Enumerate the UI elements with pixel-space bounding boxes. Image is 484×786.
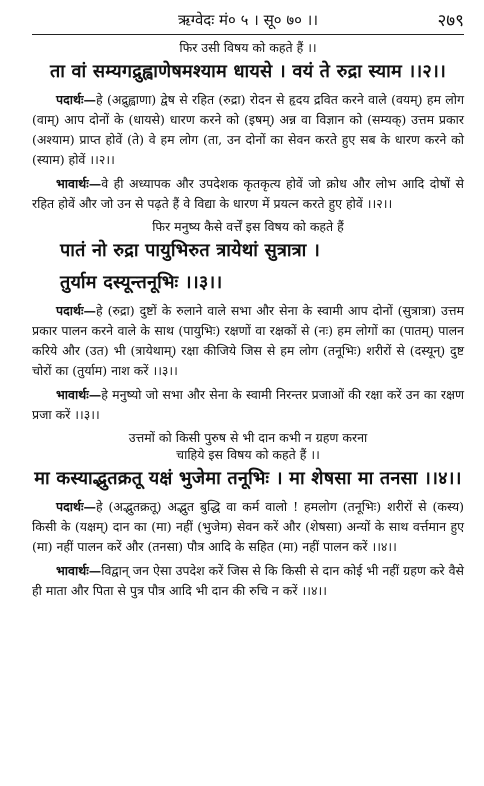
bhavartha-text: हे मनुष्यो जो सभा और सेना के स्वामी निरन्तर प्रजाओं की रक्षा करें उन का रक्षण प्रजा करें ।।३।। [32,387,464,422]
bhavartha-label: भावार्थः— [56,563,102,578]
mantra-line: ता वां सम्यगद्रुह्वाणेषमश्याम धायसे । वयं ते रुद्रा स्याम ।।२।। [49,61,447,82]
padartha-label: पदार्थः— [56,499,96,514]
padartha-paragraph [32,497,464,557]
padartha-text: हे (अद्रुह्वाणा) द्वेष से रहित (रुद्रा) रोदन से हृदय द्रवित करने वाले (वयम्) हम लोग (वाम्) आप दोनों के (धायसे) धारण करने को (इषम्) अन्न वा विज्ञान को (सम्यक्) उत्तम प्रकार (अश्याम) प्राप्त होवें (ते) वे हम लोग (ता, उन दोनों का सेवन करते हुए सब के धारण करने को (स्याम) होवें ।।२।। [32,92,464,167]
section-intro: फिर उसी विषय को कहते हैं ।। [179,40,317,55]
mantra-line: मा कस्याद्भुतक्रतू यक्षं भुजेमा तनूभिः । मा शेषसा मा तनसा ।।४।। [34,468,462,489]
running-title: ऋग्वेदः मं० ५ । सू० ७० ।। [177,11,319,29]
padartha-paragraph [32,90,464,170]
bhavartha-paragraph [32,385,464,425]
bhavartha-paragraph [32,174,464,214]
mantra-line: तुर्याम दस्यून्तनूभिः ।।३।। [60,272,223,293]
padartha-label: पदार्थः— [56,92,96,107]
header-rule [32,34,464,35]
bhavartha-label: भावार्थः— [56,176,102,191]
bhavartha-text: विद्वान् जन ऐसा उपदेश करें जिस से कि किसी से दान कोई भी नहीं ग्रहण करे वैसे ही माता और पिता से पुत्र पौत्र आदि भी दान की रुचि न करें ।।४।। [32,563,464,598]
padartha-label: पदार्थः— [56,303,96,318]
padartha-text: हे (अद्भुतक्रतू) अद्भुत बुद्धि वा कर्म वालो ! हमलोग (तनूभिः) शरीरों से (कस्य) किसी के (यक्षम्) दान का (मा) नहीं (भुजेम) सेवन करें और (शेषसा) अन्यों के साथ वर्त्तमान हुए (मा) नहीं पालन करें और (तनसा) पौत्र आदि के सहित (मा) नहीं पालन करें ।।४।। [32,499,464,554]
section-intro [32,429,464,463]
page-header [32,8,464,34]
mantra-line: पातं नो रुद्रा पायुभिरुत त्रायेथां सुत्रात्रा । [60,240,321,261]
padartha-paragraph [32,301,464,381]
bhavartha-label: भावार्थः— [56,387,102,402]
section-intro-line: उत्तमों को किसी पुरुष से भी दान कभी न ग्रहण करना [128,430,368,445]
page-number: २७९ [437,11,464,31]
padartha-text: हे (रुद्रा) दुष्टों के रुलाने वाले सभा और सेना के स्वामी आप दोनों (सुत्रात्रा) उत्तम प्रकार पालन करने वाले के साथ (पायुभिः) रक्षणों वा रक्षकों से (नः) हम लोगों का (पातम्) पालन करिये और (उत) भी (त्रायेथाम्) रक्षा कीजिये जिस से हम लोग (तनूभिः) शरीरों से (दस्यून्) दुष्ट चोरों का (तुर्याम) नाश करें ।।३।। [32,303,464,378]
section-intro: फिर मनुष्य कैसे वर्त्तें इस विषय को कहते हैं [152,219,344,234]
section-intro-line: चाहिये इस विषय को कहते हैं ।। [176,447,320,462]
bhavartha-paragraph [32,561,464,601]
bhavartha-text: वे ही अध्यापक और उपदेशक कृतकृत्य होवें जो क्रोध और लोभ आदि दोषों से रहित होवें और जो उन से पढ़ते हैं वे विद्या के धारण में प्रयत्न करते हुए होवें ।।२।। [32,176,464,211]
